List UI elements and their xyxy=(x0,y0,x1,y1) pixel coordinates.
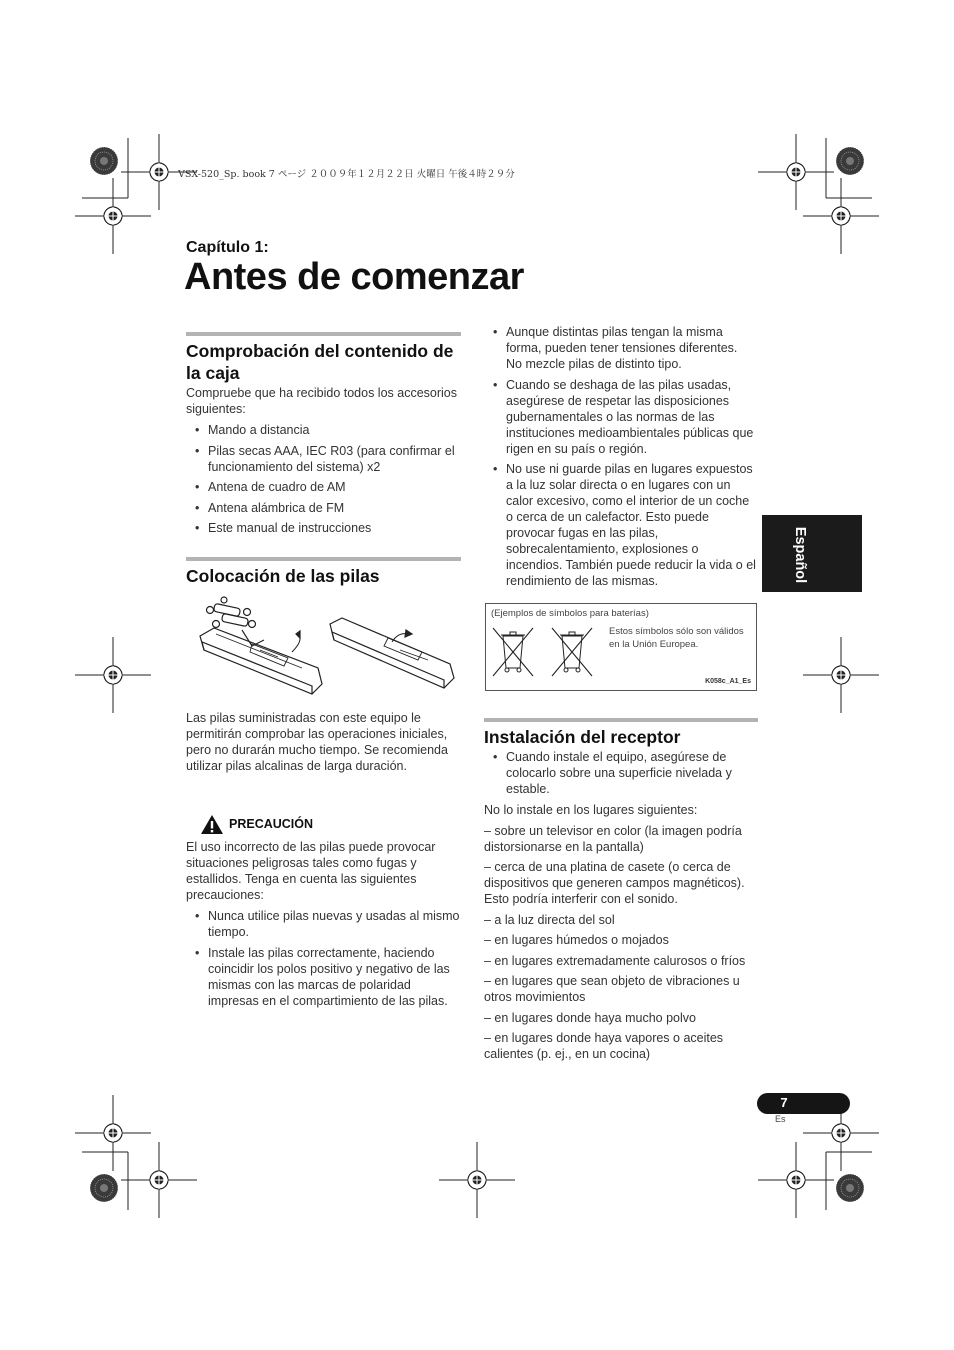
section-divider xyxy=(484,718,758,722)
caution-body: El uso incorrecto de las pilas puede provocar situaciones peligrosas tales como fugas y estallidos. Tenga en cuenta las siguientes precauciones: xyxy=(186,840,436,902)
warning-icon xyxy=(200,814,224,835)
list-item: • Antena alámbrica de FM xyxy=(186,500,461,516)
page-language-code: Es xyxy=(775,1114,786,1124)
list-item: • Nunca utilice pilas nuevas y usadas al mismo tiempo. xyxy=(186,908,461,940)
list-item: • Instale las pilas correctamente, haciendo coincidir los polos positivo y negativo de las mismas con las marcas de polaridad impresas en el compartimiento de las pilas. xyxy=(186,945,461,1009)
section-divider xyxy=(186,557,461,561)
list-item: – en lugares que sean objeto de vibraciones u otros movimientos xyxy=(484,974,740,1004)
page-number: 7 xyxy=(780,1095,788,1110)
installation-list xyxy=(484,749,758,797)
battery-symbol-box xyxy=(485,603,757,691)
list-item: • Antena de cuadro de AM xyxy=(186,479,461,495)
page-title: Antes de comenzar xyxy=(184,256,524,298)
symbol-note: Estos símbolos sólo son válidos en la Unión Europea. xyxy=(609,626,744,650)
section-batteries xyxy=(186,557,461,587)
language-tab xyxy=(762,515,862,592)
list-item: – cerca de una platina de casete (o cerca de dispositivos que generen campos magnéticos). Esto podría interferir con el sonido. xyxy=(484,860,745,906)
list-item: • Este manual de instrucciones xyxy=(186,520,461,536)
crossed-bin-icon xyxy=(490,626,600,678)
section-title-batteries: Colocación de las pilas xyxy=(186,566,380,586)
section-divider xyxy=(186,332,461,336)
remote-battery-illustration xyxy=(192,594,454,704)
contents-list xyxy=(186,422,461,536)
list-item: • Aunque distintas pilas tengan la misma forma, pueden tener tensiones diferentes. No mezcle pilas de distinto tipo. xyxy=(484,324,756,372)
battery-precautions xyxy=(484,324,756,594)
contents-intro: Compruebe que ha recibido todos los accesorios siguientes: xyxy=(186,386,457,416)
section-installation xyxy=(484,718,758,1067)
unsuitable-places xyxy=(484,823,758,1063)
list-item: – sobre un televisor en color (la imagen podría distorsionarse en la pantalla) xyxy=(484,823,742,854)
list-item: • Cuando instale el equipo, asegúrese de colocarlo sobre una superficie nivelada y estable. xyxy=(484,749,758,797)
caution-block xyxy=(186,839,461,1013)
section-title-installation: Instalación del receptor xyxy=(484,727,681,747)
section-title-contents: Comprobación del contenido de la caja xyxy=(186,341,454,383)
page-number-badge xyxy=(757,1093,850,1114)
list-item: • Mando a distancia xyxy=(186,422,461,438)
list-item: – en lugares húmedos o mojados xyxy=(484,933,669,947)
symbol-caption: (Ejemplos de símbolos para baterías) xyxy=(491,608,649,619)
list-item: • No use ni guarde pilas en lugares expuestos a la luz solar directa o en lugares con un calor excesivo, como el interior de un coche o cerca de un calefactor. Esto puede provocar fugas en las pilas, sobrecalentamiento, explosiones o incendios. También puede reducir la vida o el rendimiento de las mismas. xyxy=(484,461,756,589)
installation-intro: No lo instale en los lugares siguientes: xyxy=(484,802,698,817)
list-item: – en lugares extremadamente calurosos o fríos xyxy=(484,953,746,968)
list-item: – a la luz directa del sol xyxy=(484,912,615,927)
caution-list xyxy=(186,908,461,1009)
caution-label: PRECAUCIÓN xyxy=(229,817,314,831)
list-item: • Pilas secas AAA, IEC R03 (para confirmar el funcionamiento del sistema) x2 xyxy=(186,443,461,475)
batteries-body: Las pilas suministradas con este equipo le permitirán comprobar las operaciones iniciales, pero no durarán mucho tiempo. Se recomienda utilizar pilas alcalinas de larga duración. xyxy=(186,711,448,773)
symbol-code: K058c_A1_Es xyxy=(705,678,751,685)
language-tab-label: Español xyxy=(792,526,808,584)
list-item: • Cuando se deshaga de las pilas usadas, asegúrese de respetar las disposiciones gubernamentales o las normas de las instituciones medioambientales públicas que rigen en su país o región. xyxy=(484,377,756,457)
battery-precautions-list xyxy=(484,324,756,589)
chapter-label: Capítulo 1: xyxy=(186,239,269,256)
caution-heading xyxy=(200,814,314,835)
list-item: – en lugares donde haya vapores o aceites calientes (p. ej., en un cocina) xyxy=(484,1031,724,1061)
section-contents xyxy=(186,332,461,541)
book-header-line: VSX-520_Sp. book 7 ページ ２００９年１２月２２日 火曜日 午後４時２９分 xyxy=(178,169,515,180)
list-item: – en lugares donde haya mucho polvo xyxy=(484,1010,696,1025)
